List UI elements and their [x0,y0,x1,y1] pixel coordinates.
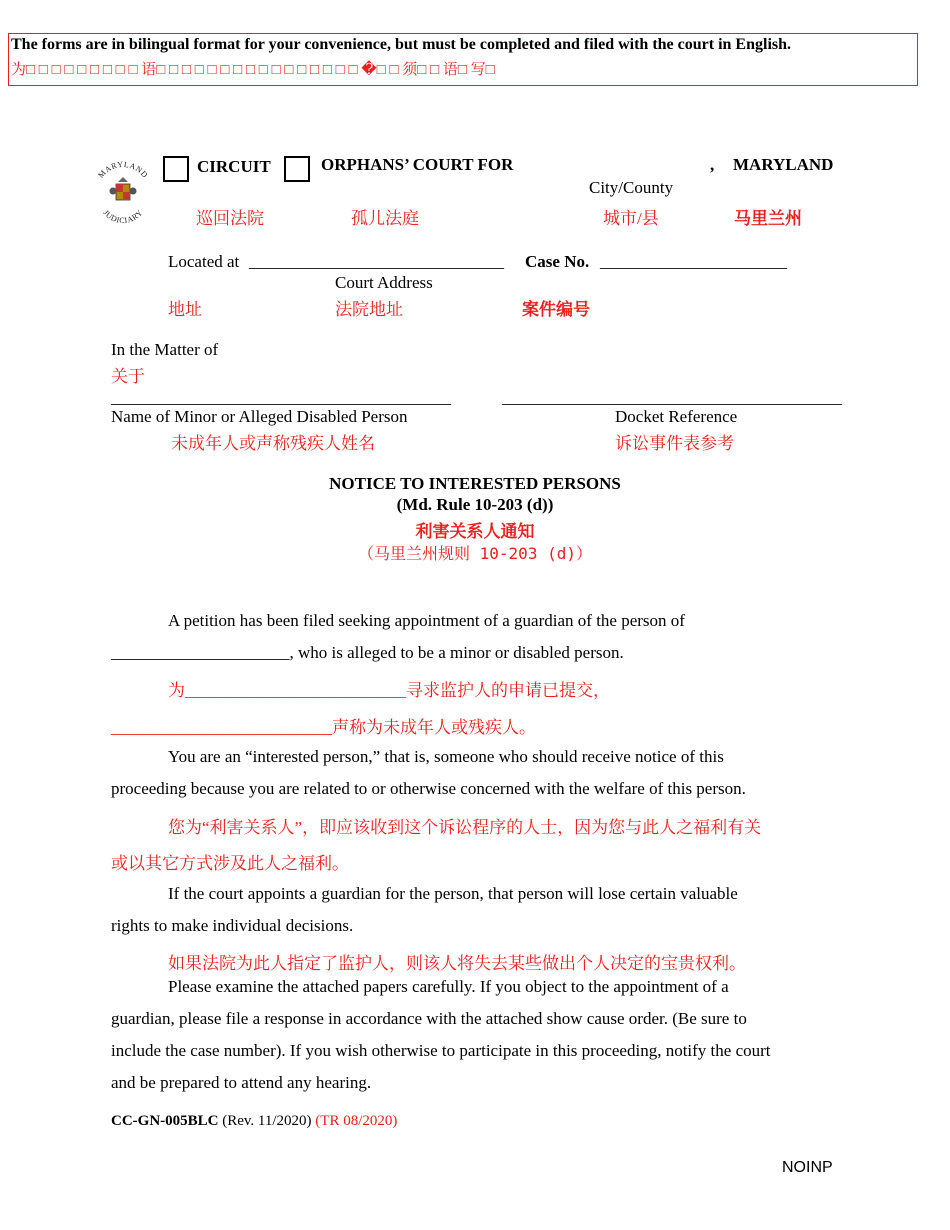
maryland-judiciary-seal-icon [92,158,154,228]
minor-name-caption-zh: 未成年人或声称残疾人姓名 [171,434,375,453]
paragraph-3-zh-line-1: 如果法院为此人指定了监护人，则该人将失去某些做出个人决定的宝贵权利。 [168,954,746,973]
orphans-court-label-zh: 孤儿法庭 [351,209,419,228]
city-county-label-zh: 城市/县 [603,209,659,228]
in-the-matter-label-zh: 关于 [111,367,145,386]
seal-arc-top: MARYLAND [96,159,150,180]
page-code: NOINP [782,1159,833,1176]
paragraph-1-line-1: A petition has been filed seeking appointment of a guardian of the person of [168,611,685,630]
notice-title: NOTICE TO INTERESTED PERSONS [329,474,621,493]
form-code: CC-GN-005BLC [111,1113,219,1129]
court-address-caption: Court Address [335,273,433,292]
bilingual-notice-box [8,33,918,86]
circuit-label-zh: 巡回法院 [196,209,264,228]
paragraph-3-line-1: If the court appoints a guardian for the person, that person will lose certain valuable [168,884,738,903]
paragraph-2-line-1: You are an “interested person,” that is, someone who should receive notice of this [168,747,724,766]
paragraph-2-line-2: proceeding because you are related to or otherwise concerned with the welfare of this person. [111,779,746,798]
paragraph-2-zh-line-1: 您为“利害关系人”，即应该收到这个诉讼程序的人士，因为您与此人之福利有关 [168,818,762,837]
header-comma: , [710,155,715,174]
paragraph-4-line-3: include the case number). If you wish otherwise to participate in this proceeding, notify the court [111,1041,771,1060]
orphans-court-label: ORPHANS’ COURT FOR [321,155,514,174]
minor-name-field[interactable]: ________________________________________ [111,388,451,407]
court-address-field[interactable]: ______________________________ [249,252,504,271]
paragraph-3-line-2: rights to make individual decisions. [111,916,354,935]
svg-text:MARYLAND [96,160,149,180]
docket-reference-caption-zh: 诉讼事件表参考 [615,434,734,453]
circuit-checkbox[interactable] [163,156,189,182]
case-number-label-zh: 案件编号 [522,300,590,319]
case-number-label: Case No. [525,252,590,271]
paragraph-4-line-1: Please examine the attached papers carefully. If you object to the appointment of a [168,977,729,996]
paragraph-1-zh-line-2: __________________________声称为未成年人或残疾人。 [111,718,536,737]
paragraph-4-line-2: guardian, please file a response in accordance with the attached show cause order. (Be sure to [111,1009,747,1028]
court-address-caption-zh: 法院地址 [335,300,403,319]
case-number-field[interactable]: ______________________ [600,252,787,271]
form-revision: (Rev. 11/2020) [222,1113,312,1129]
notice-title-zh: 利害关系人通知 [415,522,535,541]
located-at-label: Located at [168,252,240,271]
notice-rule: (Md. Rule 10-203 (d)) [396,495,554,514]
paragraph-1-zh-line-1: 为__________________________寻求监护人的申请已提交， [168,681,610,700]
paragraph-1-line-2: _____________________, who is alleged to be a minor or disabled person. [111,643,624,662]
address-label-zh: 地址 [168,300,202,319]
bilingual-notice-english: The forms are in bilingual format for your convenience, but must be completed and filed with the court in English. [11,36,792,53]
city-county-label: City/County [589,178,674,197]
docket-reference-field[interactable]: ________________________________________ [502,388,842,407]
seal-arc-bottom: JUDICIARY [101,208,145,226]
paragraph-2-zh-line-2: 或以其它方式涉及此人之福利。 [111,854,349,873]
docket-reference-caption: Docket Reference [615,407,738,426]
paragraph-4-line-4: and be prepared to attend any hearing. [111,1073,372,1092]
minor-name-caption: Name of Minor or Alleged Disabled Person [111,407,408,426]
notice-rule-zh: （马里兰州规则 10-203 (d)） [358,544,592,563]
orphans-court-checkbox[interactable] [284,156,310,182]
form-footer [111,1113,397,1130]
in-the-matter-label: In the Matter of [111,340,219,359]
maryland-label-zh: 马里兰州 [734,209,802,228]
maryland-label: MARYLAND [733,155,834,174]
svg-text:JUDICIARY [101,208,144,225]
bilingual-notice-chinese: 为□ □ □ □ □ □ □ □ □ 语□ □ □ □ □ □ □ □ □ □ □ □ □ □ □ □ �□ □ 须□ □ 语□ 写□ [11,62,495,78]
form-translation-revision: (TR 08/2020) [315,1113,398,1129]
circuit-label: CIRCUIT [197,157,271,176]
